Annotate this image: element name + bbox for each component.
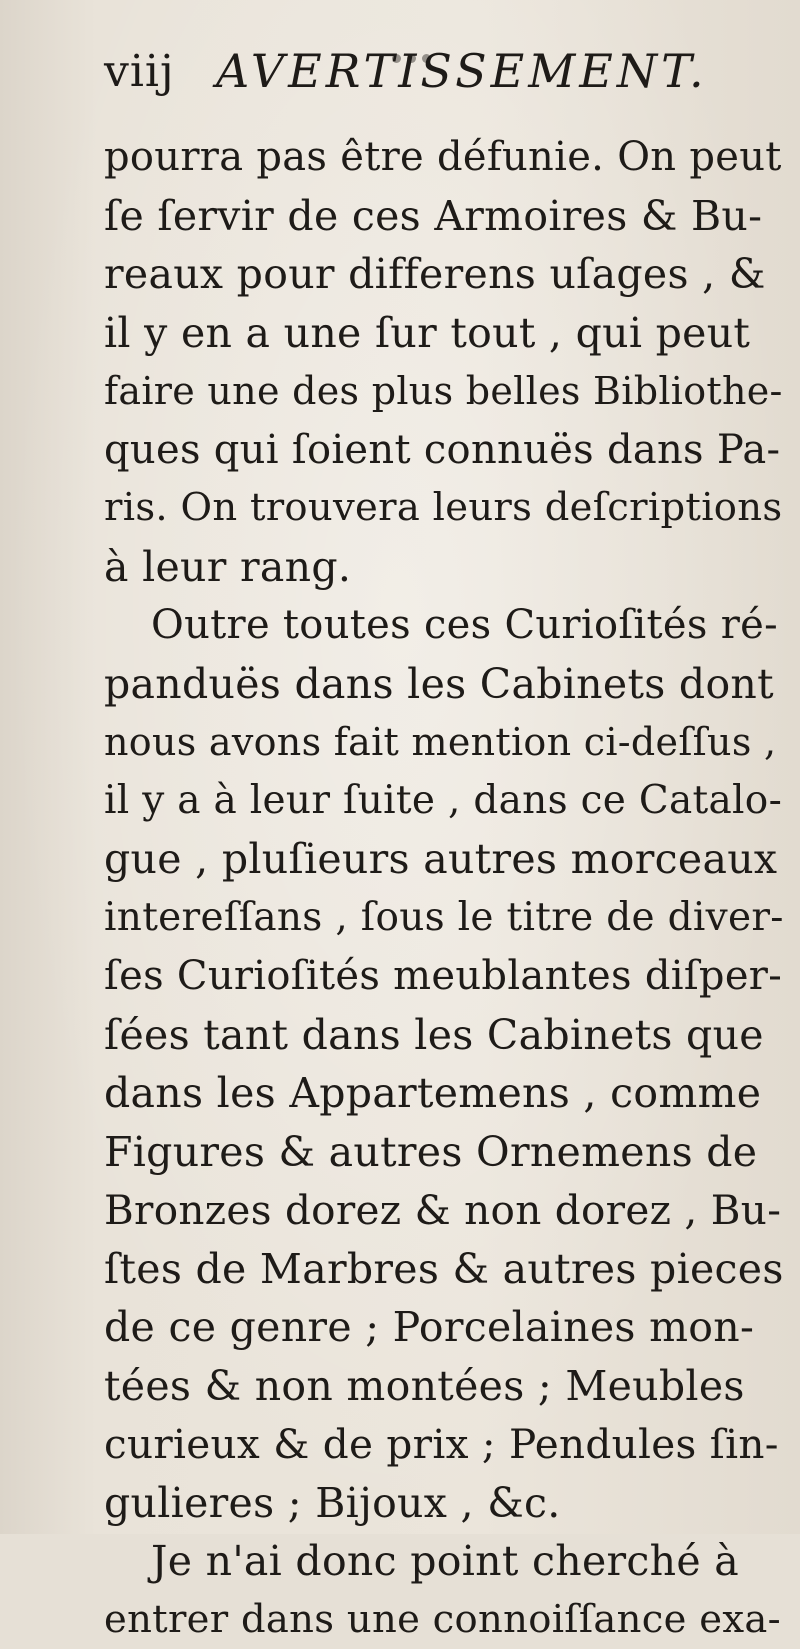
text-line: il y en a une ſur tout , qui peut	[104, 304, 784, 363]
text-line: gue , pluſieurs autres morceaux	[104, 830, 784, 889]
text-line: reaux pour differens uſages , &	[104, 245, 784, 304]
text-line: ques qui ſoient connuës dans Pa-	[104, 421, 784, 480]
paragraph-start-line: Je n'ai donc point cherché à	[104, 1532, 784, 1591]
page-number: viij	[104, 46, 175, 97]
text-line: panduës dans les Cabinets dont	[104, 655, 784, 714]
text-line: faire une des plus belles Bibliothe-	[104, 362, 784, 421]
body-text	[104, 128, 784, 1649]
text-line: il y a à leur ſuite , dans ce Catalo-	[104, 772, 784, 831]
text-line: tées & non montées ; Meubles	[104, 1357, 784, 1416]
text-line: gulieres ; Bijoux , &c.	[104, 1474, 784, 1533]
text-line: Bronzes dorez & non dorez , Bu-	[104, 1181, 784, 1240]
text-line: ſées tant dans les Cabinets que	[104, 1006, 784, 1065]
text-line: à leur rang.	[104, 538, 784, 597]
text-line: entrer dans une connoiſſance exa-	[104, 1591, 784, 1649]
text-line: ſtes de Marbres & autres pieces	[104, 1240, 784, 1299]
text-line: intereſſans , ſous le titre de diver-	[104, 889, 784, 948]
text-line: curieux & de prix ; Pendules ſin-	[104, 1415, 784, 1474]
text-line: de ce genre ; Porcelaines mon-	[104, 1298, 784, 1357]
text-line: ris. On trouvera leurs deſcriptions	[104, 479, 784, 538]
text-line: dans les Appartemens , comme	[104, 1064, 784, 1123]
text-line: pourra pas être défunie. On peut	[104, 128, 784, 187]
running-title: AVERTISSEMENT.	[216, 44, 708, 98]
text-line: Figures & autres Ornemens de	[104, 1123, 784, 1182]
text-line: ſes Curioſités meublantes diſper-	[104, 947, 784, 1006]
text-line: ſe ſervir de ces Armoires & Bu-	[104, 187, 784, 246]
text-line: nous avons fait mention ci-deſſus ,	[104, 713, 784, 772]
page-header	[104, 38, 744, 108]
paragraph-start-line: Outre toutes ces Curioſités ré-	[104, 596, 784, 655]
